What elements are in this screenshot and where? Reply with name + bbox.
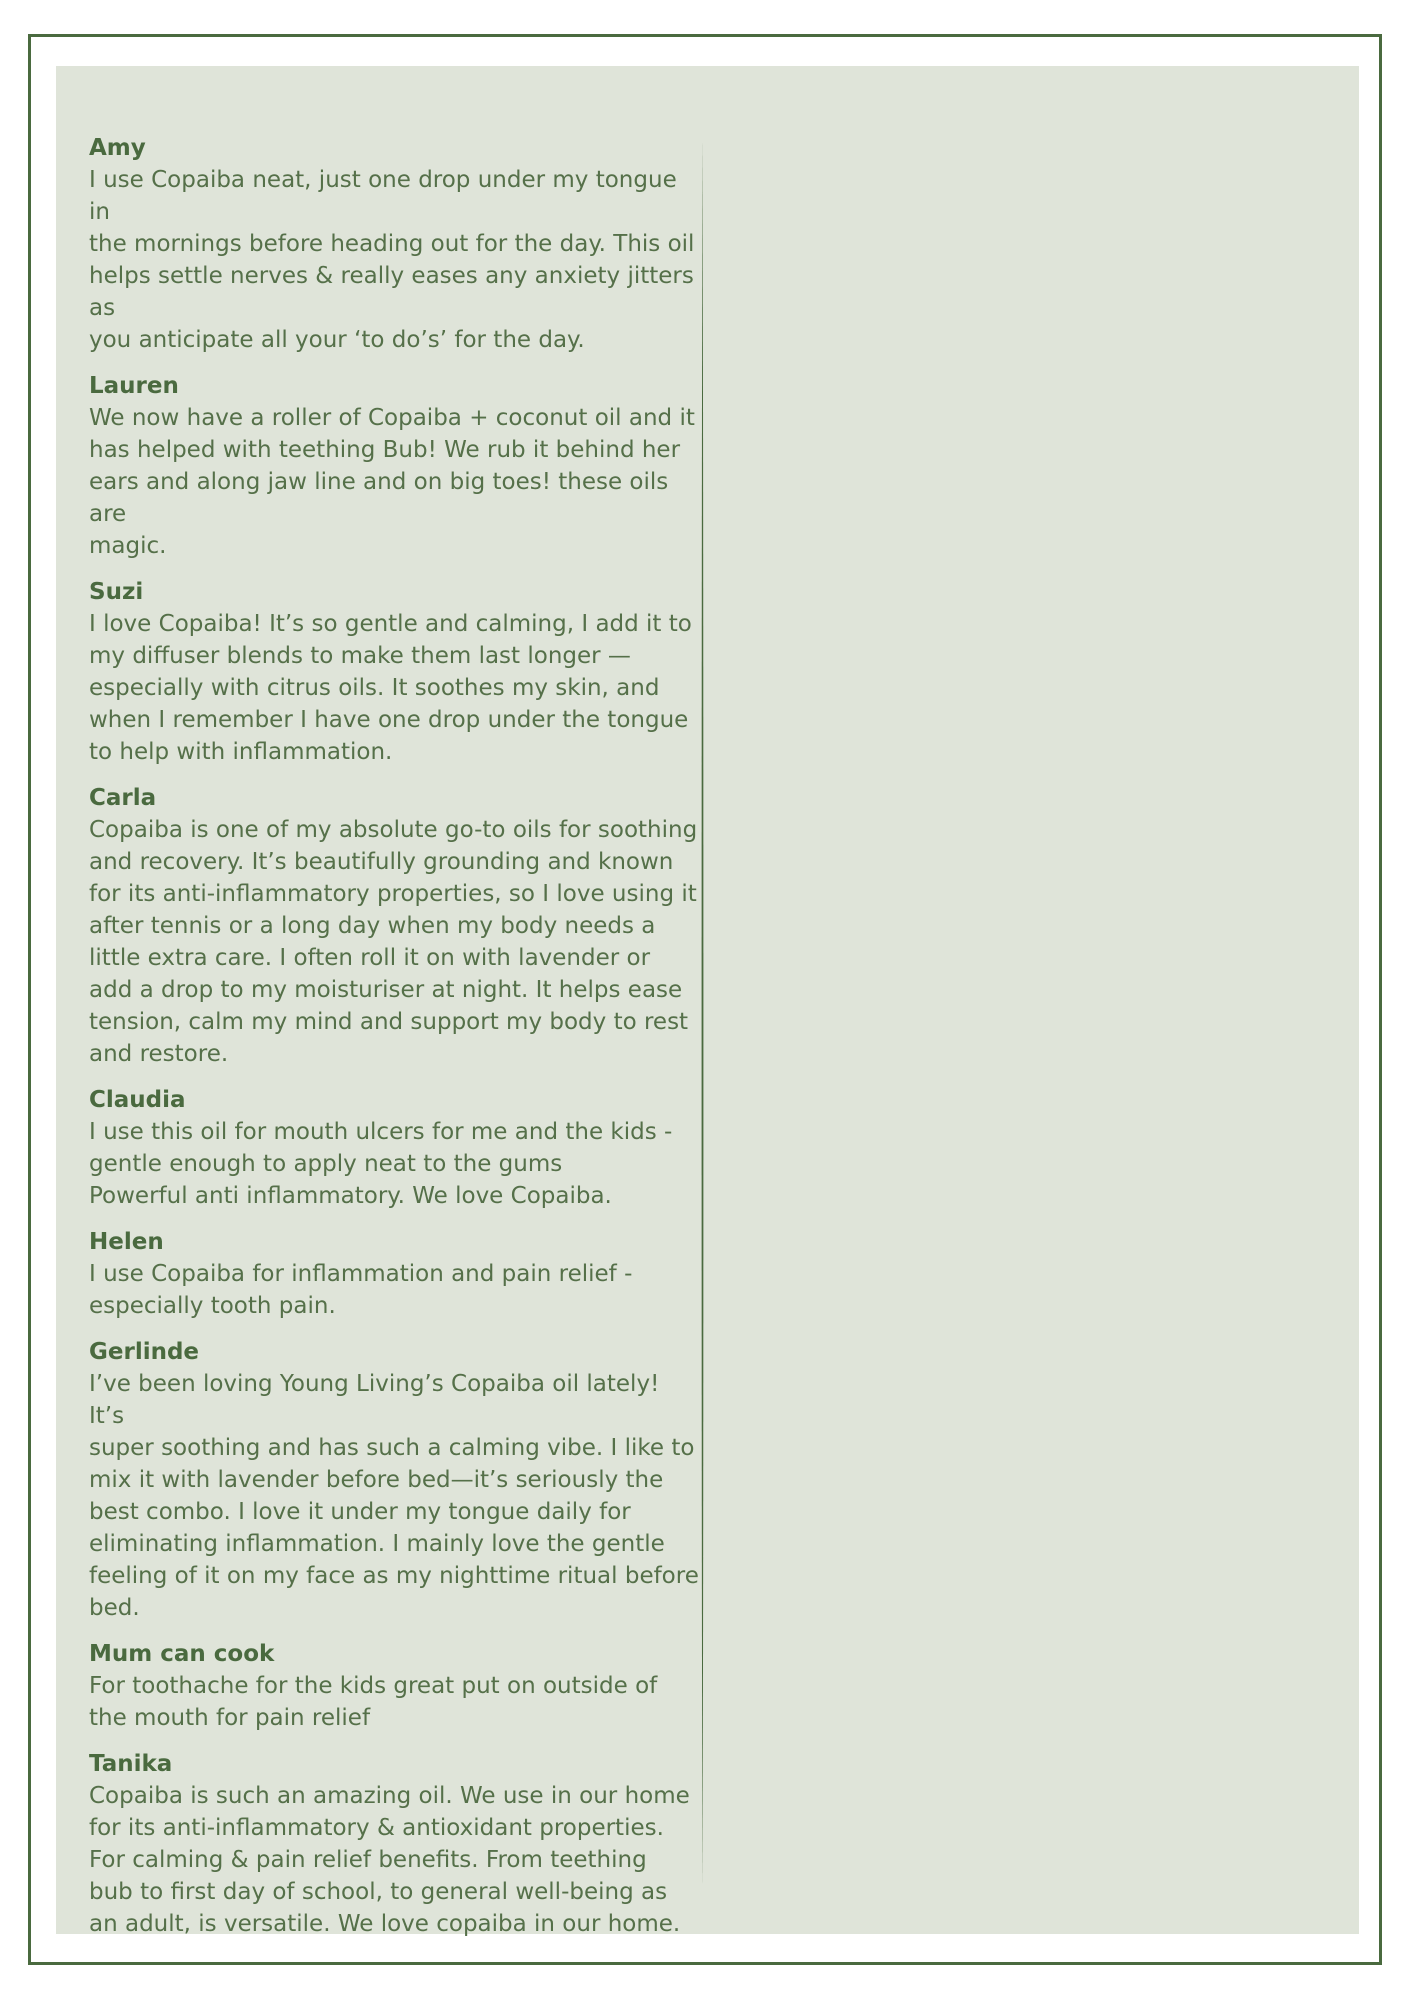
testimonial-text: For toothache for the kids great put on outside of the mouth for pain relief	[89, 1673, 658, 1731]
testimonial-name: Claudia	[89, 1087, 186, 1113]
testimonial-text: Copaiba is one of my absolute go-to oils for soothing and recovery. It’s beautifully grounding and known for its anti-inflammatory properties, so I love using it after tennis or a long day when my body needs a little extra care. I often roll it on with lavender or add a drop to my moisturiser at night. It helps ease tension, calm my mind and support my body to rest and restore.	[89, 817, 698, 1067]
testimonial-text: I love Copaiba! It’s so gentle and calming, I add it to my diffuser blends to make them last longer — especially with citrus oils. It soothes my skin, and when I remember I have one drop under the tongue to help with inflammation.	[89, 611, 692, 765]
testimonial-text: We now have a roller of Copaiba + coconut oil and it has helped with teething Bub! We rub it behind her ears and along jaw line and on big toes! these oils are magic.	[89, 405, 695, 559]
testimonial-name: Tanika	[89, 1751, 173, 1777]
divider-stroke	[702, 138, 704, 1888]
testimonial-name: Gerlinde	[89, 1339, 200, 1365]
testimonial-text: I use this oil for mouth ulcers for me and the kids - gentle enough to apply neat to the gums Powerful anti inflammatory. We love Copaiba.	[89, 1119, 673, 1209]
testimonial-lauren	[89, 370, 699, 562]
testimonial-mum-can-cook	[89, 1638, 699, 1734]
testimonial-text: I’ve been loving Young Living’s Copaiba oil lately! It’s super soothing and has such a calming vibe. I like to mix it with lavender before bed—it’s seriously the best combo. I love it under my tongue daily for eliminating inflammation. I mainly love the gentle feeling of it on my face as my nighttime ritual before bed.	[89, 1371, 699, 1621]
testimonial-suzi	[89, 576, 699, 768]
testimonial-carla	[89, 782, 699, 1070]
testimonial-text: Copaiba is such an amazing oil. We use in our home for its anti-inflammatory & antioxidant properties. For calming & pain relief benefits. From teething bub to first day of school, to general well-being as an adult, is versatile. We love copaiba in our home.	[89, 1783, 690, 1937]
testimonial-tanika	[89, 1748, 699, 1940]
testimonial-name: Amy	[89, 135, 146, 161]
testimonial-name: Helen	[89, 1229, 164, 1255]
testimonial-amy	[89, 132, 699, 356]
testimonial-claudia	[89, 1084, 699, 1212]
testimonial-name: Suzi	[89, 579, 144, 605]
vertical-divider	[700, 138, 705, 1888]
testimonial-helen	[89, 1226, 699, 1322]
testimonial-name: Lauren	[89, 373, 179, 399]
testimonial-name: Carla	[89, 785, 157, 811]
testimonial-column	[89, 132, 699, 1954]
testimonial-gerlinde	[89, 1336, 699, 1624]
testimonial-text: I use Copaiba for inflammation and pain relief - especially tooth pain.	[89, 1261, 633, 1319]
testimonial-name: Mum can cook	[89, 1641, 275, 1667]
testimonial-text: I use Copaiba neat, just one drop under my tongue in the mornings before heading out for the day. This oil helps settle nerves & really eases any anxiety jitters as you anticipate all your ‘to do’s’ for the day.	[89, 167, 695, 353]
